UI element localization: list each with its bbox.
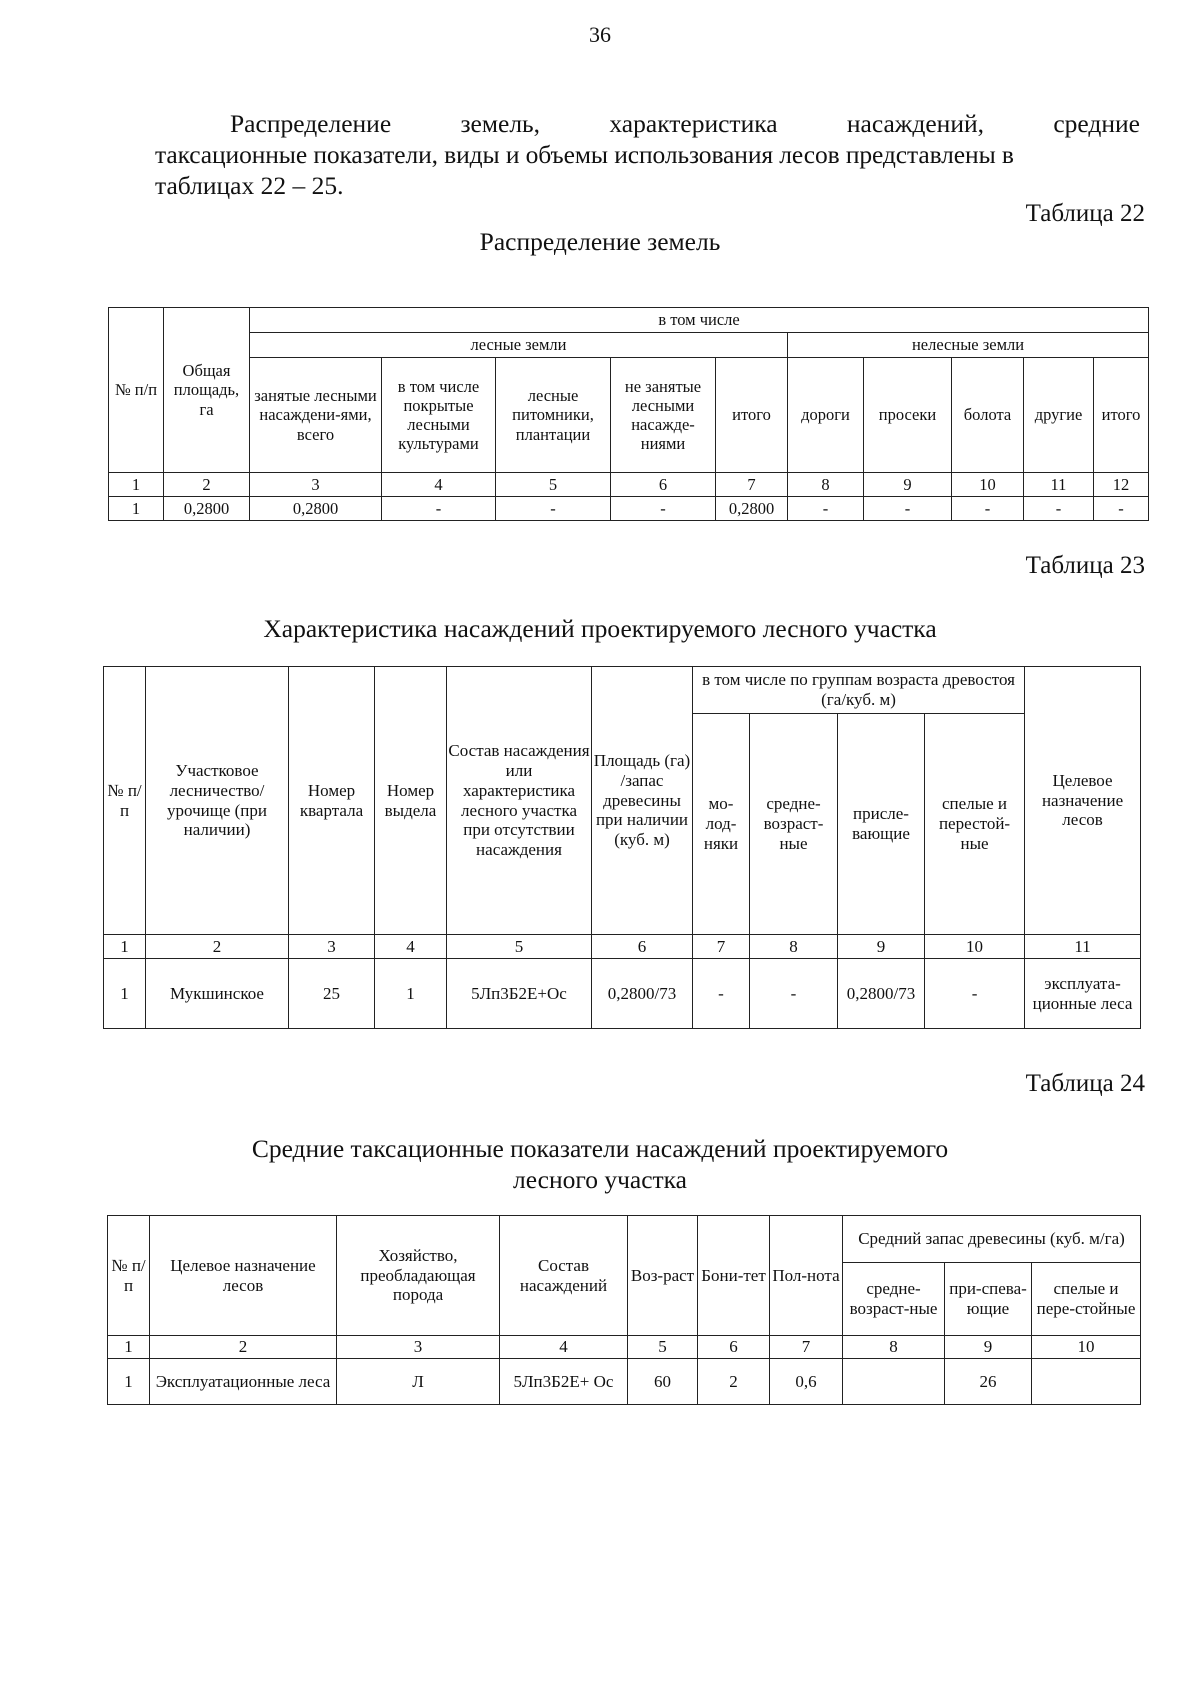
column-number-cell: 6 (611, 473, 716, 497)
intro-word: Распределение (230, 109, 392, 138)
column-number-cell: 2 (164, 473, 250, 497)
header-cell: итого (1094, 358, 1149, 473)
table-row (109, 497, 1149, 521)
table-cell: 0,2800/73 (838, 959, 925, 1029)
header-cell: Состав насаждений (500, 1216, 628, 1336)
table-cell: - (1024, 497, 1094, 521)
table-cell: 0,2800 (164, 497, 250, 521)
header-cell: лесные земли (250, 333, 788, 358)
column-number-row (109, 473, 1149, 497)
column-number-cell: 4 (500, 1336, 628, 1359)
column-number-cell: 8 (788, 473, 864, 497)
column-number-cell: 3 (289, 935, 375, 959)
header-cell: спелые и перестой-ные (925, 714, 1025, 935)
table-23-title: Характеристика насаждений проектируемого лесного участка (263, 614, 937, 643)
column-number-cell: 8 (843, 1336, 945, 1359)
table-cell: - (382, 497, 496, 521)
column-number-cell: 7 (770, 1336, 843, 1359)
header-cell: мо-лод-няки (693, 714, 750, 935)
column-number-cell: 9 (945, 1336, 1032, 1359)
table-cell: 1 (375, 959, 447, 1029)
table-cell: 5Лп3Б2Е+ Ос (500, 1359, 628, 1405)
header-cell: Целевое назначение лесов (150, 1216, 337, 1336)
table-cell: 0,2800 (716, 497, 788, 521)
column-number-cell: 4 (382, 473, 496, 497)
table-cell: 1 (108, 1359, 150, 1405)
column-number-cell: 7 (693, 935, 750, 959)
table-cell: - (788, 497, 864, 521)
table-22 (108, 307, 1149, 521)
table-cell: - (611, 497, 716, 521)
intro-word: насаждений, (846, 109, 984, 138)
column-number-cell: 11 (1025, 935, 1141, 959)
table-cell: - (496, 497, 611, 521)
column-number-cell: 3 (250, 473, 382, 497)
table-23 (103, 666, 1141, 1029)
table-cell: 0,2800 (250, 497, 382, 521)
table-cell: - (864, 497, 952, 521)
intro-line-3: таблицах 22 – 25. (155, 171, 344, 200)
header-cell: в том числе (250, 308, 1149, 333)
header-cell: Бони-тет (698, 1216, 770, 1336)
column-number-cell: 10 (1032, 1336, 1141, 1359)
table-23-label: Таблица 23 (1025, 552, 1145, 579)
header-cell: средне-возраст-ные (750, 714, 838, 935)
table-row (108, 1359, 1141, 1405)
header-cell: Пол-нота (770, 1216, 843, 1336)
table-cell: 1 (104, 959, 146, 1029)
table-22-label: Таблица 22 (1025, 200, 1145, 227)
table-cell: - (952, 497, 1024, 521)
table-cell: 0,2800/73 (592, 959, 693, 1029)
table-24 (107, 1215, 1141, 1405)
column-number-cell: 5 (628, 1336, 698, 1359)
header-cell: спелые и пере-стойные (1032, 1263, 1141, 1336)
table-cell: 60 (628, 1359, 698, 1405)
column-number-row (104, 935, 1141, 959)
table-cell: Мукшинское (146, 959, 289, 1029)
table-cell (843, 1359, 945, 1405)
table-cell: - (750, 959, 838, 1029)
header-cell: нелесные земли (788, 333, 1149, 358)
table-cell: Эксплуатационные леса (150, 1359, 337, 1405)
header-cell: Хозяйство, преобладающая порода (337, 1216, 500, 1336)
column-number-cell: 1 (104, 935, 146, 959)
intro-word: земель, (460, 109, 541, 138)
header-cell: Целевое назначение лесов (1025, 667, 1141, 935)
column-number-cell: 4 (375, 935, 447, 959)
column-number-cell: 3 (337, 1336, 500, 1359)
table-cell: - (693, 959, 750, 1029)
column-number-cell: 12 (1094, 473, 1149, 497)
header-cell: дороги (788, 358, 864, 473)
column-number-cell: 5 (496, 473, 611, 497)
column-number-cell: 11 (1024, 473, 1094, 497)
header-cell: в том числе покрытые лесными культурами (382, 358, 496, 473)
header-cell: Номер квартала (289, 667, 375, 935)
header-cell: № п/п (104, 667, 146, 935)
header-cell: просеки (864, 358, 952, 473)
table-cell (1032, 1359, 1141, 1405)
column-number-cell: 2 (146, 935, 289, 959)
header-cell: в том числе по группам возраста древостоя (га/куб. м) (693, 667, 1025, 714)
table-cell: 26 (945, 1359, 1032, 1405)
table-cell: 0,6 (770, 1359, 843, 1405)
table-cell: Л (337, 1359, 500, 1405)
header-cell: Воз-раст (628, 1216, 698, 1336)
header-cell: Средний запас древесины (куб. м/га) (843, 1216, 1141, 1263)
column-number-cell: 2 (150, 1336, 337, 1359)
table-cell: 1 (109, 497, 164, 521)
header-cell: Общая площадь, га (164, 308, 250, 473)
table-cell: 25 (289, 959, 375, 1029)
table-cell: - (925, 959, 1025, 1029)
header-cell: Участковое лесничество/ урочище (при наличии) (146, 667, 289, 935)
table-cell: - (1094, 497, 1149, 521)
header-cell: Площадь (га) /запас древесины при наличии (куб. м) (592, 667, 693, 935)
column-number-cell: 9 (838, 935, 925, 959)
intro-word: характеристика (609, 109, 778, 138)
table-cell: эксплуата-ционные леса (1025, 959, 1141, 1029)
header-cell: болота (952, 358, 1024, 473)
column-number-cell: 10 (952, 473, 1024, 497)
column-number-cell: 1 (109, 473, 164, 497)
column-number-cell: 10 (925, 935, 1025, 959)
table-row (104, 959, 1141, 1029)
column-number-cell: 8 (750, 935, 838, 959)
header-cell: Номер выдела (375, 667, 447, 935)
table-cell: 2 (698, 1359, 770, 1405)
header-cell: итого (716, 358, 788, 473)
column-number-cell: 6 (698, 1336, 770, 1359)
table-cell: 5Лп3Б2Е+Ос (447, 959, 592, 1029)
column-number-cell: 9 (864, 473, 952, 497)
intro-line-2: таксационные показатели, виды и объемы использования лесов представлены в (155, 140, 1014, 169)
intro-word: средние (1053, 109, 1140, 138)
header-cell: средне-возраст-ные (843, 1263, 945, 1336)
intro-paragraph (155, 108, 1140, 201)
header-cell: не занятые лесными насажде-ниями (611, 358, 716, 473)
header-cell: занятые лесными насаждени-ями, всего (250, 358, 382, 473)
header-cell: при-спева-ющие (945, 1263, 1032, 1336)
header-cell: Состав насаждения или характеристика лесного участка при отсутствии насаждения (447, 667, 592, 935)
header-cell: присле-вающие (838, 714, 925, 935)
header-cell: № п/п (109, 308, 164, 473)
column-number-row (108, 1336, 1141, 1359)
column-number-cell: 6 (592, 935, 693, 959)
table-24-title-line-1: Средние таксационные показатели насаждений проектируемого (251, 1134, 949, 1163)
column-number-cell: 7 (716, 473, 788, 497)
header-cell: другие (1024, 358, 1094, 473)
column-number-cell: 1 (108, 1336, 150, 1359)
table-22-title: Распределение земель (479, 227, 721, 256)
header-cell: лесные питомники, плантации (496, 358, 611, 473)
column-number-cell: 5 (447, 935, 592, 959)
header-cell: № п/п (108, 1216, 150, 1336)
table-24-label: Таблица 24 (1025, 1070, 1145, 1097)
table-24-title-line-2: лесного участка (512, 1165, 688, 1194)
page-number: 36 (589, 22, 611, 47)
intro-line-1 (155, 108, 1140, 139)
